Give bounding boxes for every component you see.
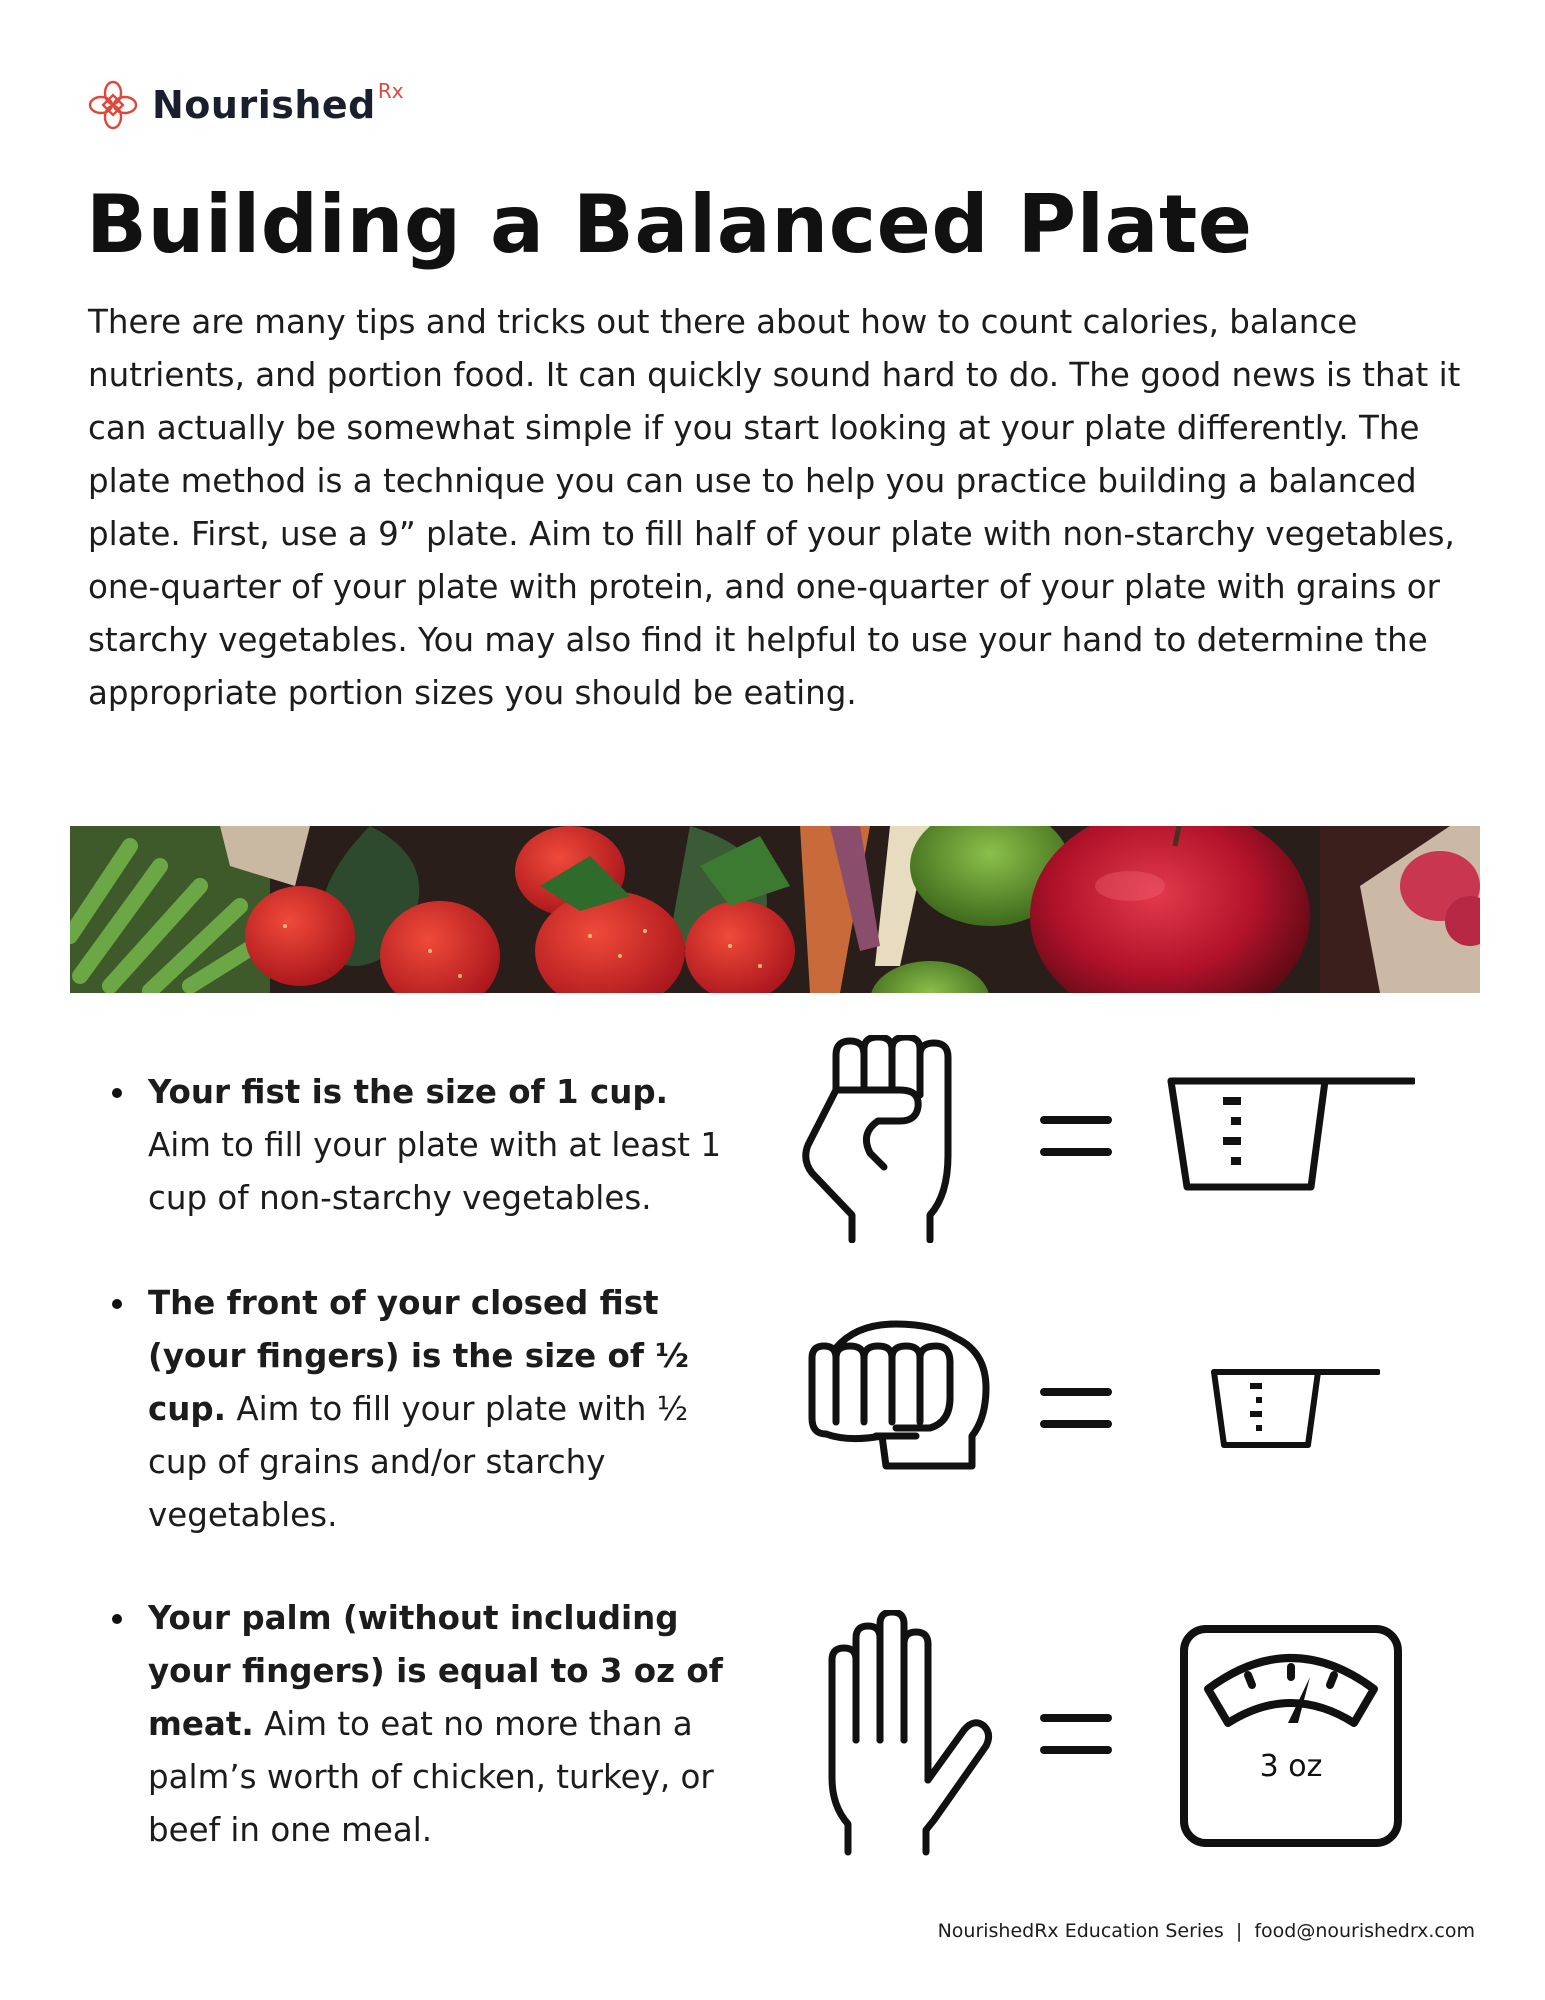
scale-label: 3 oz xyxy=(1259,1749,1323,1784)
bullet-lead: Your fist is the size of 1 cup. xyxy=(148,1073,668,1111)
footer-separator: | xyxy=(1223,1920,1255,1942)
scale-icon xyxy=(1178,1623,1404,1849)
brand-suffix: Rx xyxy=(377,79,404,103)
list-item xyxy=(148,1277,738,1542)
closed-fist-front-icon xyxy=(786,1318,996,1470)
brand-name: Nourished xyxy=(152,83,376,127)
half-cup-icon xyxy=(1210,1367,1380,1451)
equals-icon xyxy=(1040,1712,1112,1756)
scale-body-icon xyxy=(1178,1623,1404,1849)
footer xyxy=(938,1920,1475,1942)
bullet-text: Aim to eat no more than a palm’s worth of chicken, turkey, or beef in one meal. xyxy=(148,1705,714,1849)
produce-banner-image xyxy=(70,826,1480,993)
bullet-text: Aim to fill your plate with ½ cup of grains and/or starchy vegetables. xyxy=(148,1390,689,1534)
fist-icon xyxy=(800,1035,990,1243)
bullet-lead: The front of your closed fist (your fingers) is the size of ½ cup. xyxy=(148,1284,689,1428)
equals-icon xyxy=(1040,1114,1112,1158)
footer-email[interactable]: food@nourishedrx.com xyxy=(1254,1920,1475,1942)
footer-series: NourishedRx Education Series xyxy=(937,1920,1224,1942)
bullet-lead: Your palm (without including your fingers) is equal to 3 oz of meat. xyxy=(148,1599,723,1743)
measuring-cup-icon xyxy=(1165,1075,1415,1195)
brand-logo xyxy=(86,78,404,132)
page-title: Building a Balanced Plate xyxy=(86,178,1253,271)
bullet-text: Aim to fill your plate with at least 1 cup of non-starchy vegetables. xyxy=(148,1126,722,1217)
list-item xyxy=(148,1592,738,1857)
list-item xyxy=(148,1066,738,1225)
palm-icon xyxy=(826,1610,996,1856)
flower-logo-icon xyxy=(86,78,140,132)
intro-paragraph: There are many tips and tricks out there about how to count calories, balance nutrients, and portion food. It can quickly sound hard to do. The good news is that it can actually be somewhat simple if you start looking at your plate differently. The plate method is a technique you can use to help you practice building a balanced plate. First, use a 9” plate. Aim to fill half of your plate with non-starchy vegetables, one-quarter of your plate with protein, and one-quarter of your plate with grains or starchy vegetables. You may also find it helpful to use your hand to determine the appropriate portion sizes you should be eating. xyxy=(88,303,1461,712)
equals-icon xyxy=(1040,1386,1112,1430)
